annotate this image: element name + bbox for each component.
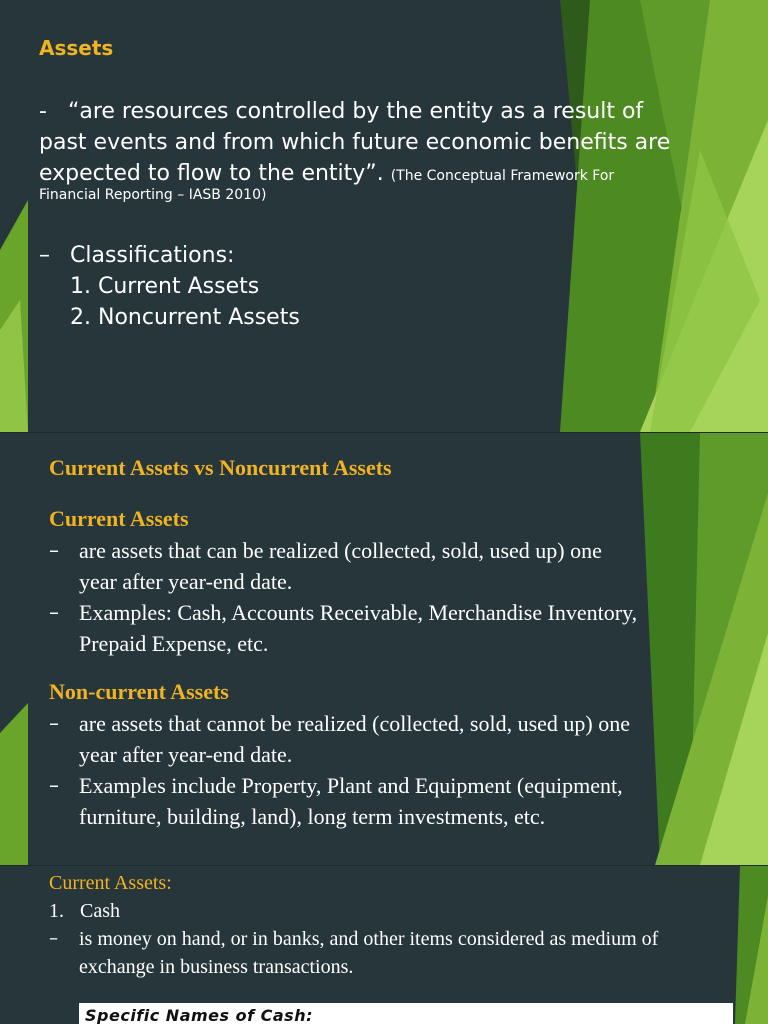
bullet-line: are assets that cannot be realized (collected, sold, used up) one xyxy=(79,711,630,736)
slide-assets-definition xyxy=(0,0,768,432)
bullet-line: Prepaid Expense, etc. xyxy=(79,631,269,656)
cash-item xyxy=(49,897,120,925)
classifications-list xyxy=(39,240,300,333)
bullet-dash: – xyxy=(39,243,50,268)
slide-title: Assets xyxy=(39,36,114,60)
box-title: Specific Names of Cash: xyxy=(85,1006,313,1024)
bullet-line: is money on hand, or in banks, and other items considered as medium of xyxy=(79,928,659,950)
item-number: 1. xyxy=(49,900,64,922)
slide-current-vs-noncurrent xyxy=(0,433,768,865)
current-assets-heading: Current Assets xyxy=(49,506,189,531)
noncurrent-assets-heading: Non-current Assets xyxy=(49,679,229,704)
bullet-dash: – xyxy=(49,538,59,562)
slide-title: Current Assets vs Noncurrent Assets xyxy=(49,455,392,480)
definition-line-1: “are resources controlled by the entity as a result of xyxy=(67,99,644,124)
slide-cash xyxy=(0,866,768,1024)
bullet-line: furniture, building, land), long term investments, etc. xyxy=(79,804,546,829)
bullet-dash: – xyxy=(49,928,58,949)
bullet-line: are assets that can be realized (collected, sold, used up) one xyxy=(79,538,602,563)
bullet-dash: – xyxy=(49,600,59,624)
reference-inline: (The Conceptual Framework For xyxy=(390,168,615,184)
bullet-line: exchange in business transactions. xyxy=(79,956,354,978)
bullet-line: year after year-end date. xyxy=(79,742,293,767)
bullet-line: Examples include Property, Plant and Equipment (equipment, xyxy=(79,773,623,798)
specific-names-box xyxy=(79,1003,733,1024)
classifications-label: Classifications: xyxy=(70,243,235,268)
slide-heading: Current Assets: xyxy=(49,872,172,894)
classification-item: 2. Noncurrent Assets xyxy=(70,305,300,330)
bullet-line: year after year-end date. xyxy=(79,569,293,594)
assets-definition xyxy=(39,96,719,192)
definition-line-3: expected to flow to the entity”. xyxy=(39,161,384,186)
definition-line-2: past events and from which future economic benefits are xyxy=(39,130,671,155)
bullet-line: Examples: Cash, Accounts Receivable, Merchandise Inventory, xyxy=(79,600,638,625)
green-triangle-decoration xyxy=(0,0,768,432)
reference-source: Financial Reporting – IASB 2010) xyxy=(39,187,267,203)
classification-item: 1. Current Assets xyxy=(70,274,260,299)
bullet-dash: – xyxy=(49,711,59,735)
bullet-dash: – xyxy=(49,773,59,797)
item-label: Cash xyxy=(80,900,120,922)
definition-dash: - xyxy=(39,99,47,124)
